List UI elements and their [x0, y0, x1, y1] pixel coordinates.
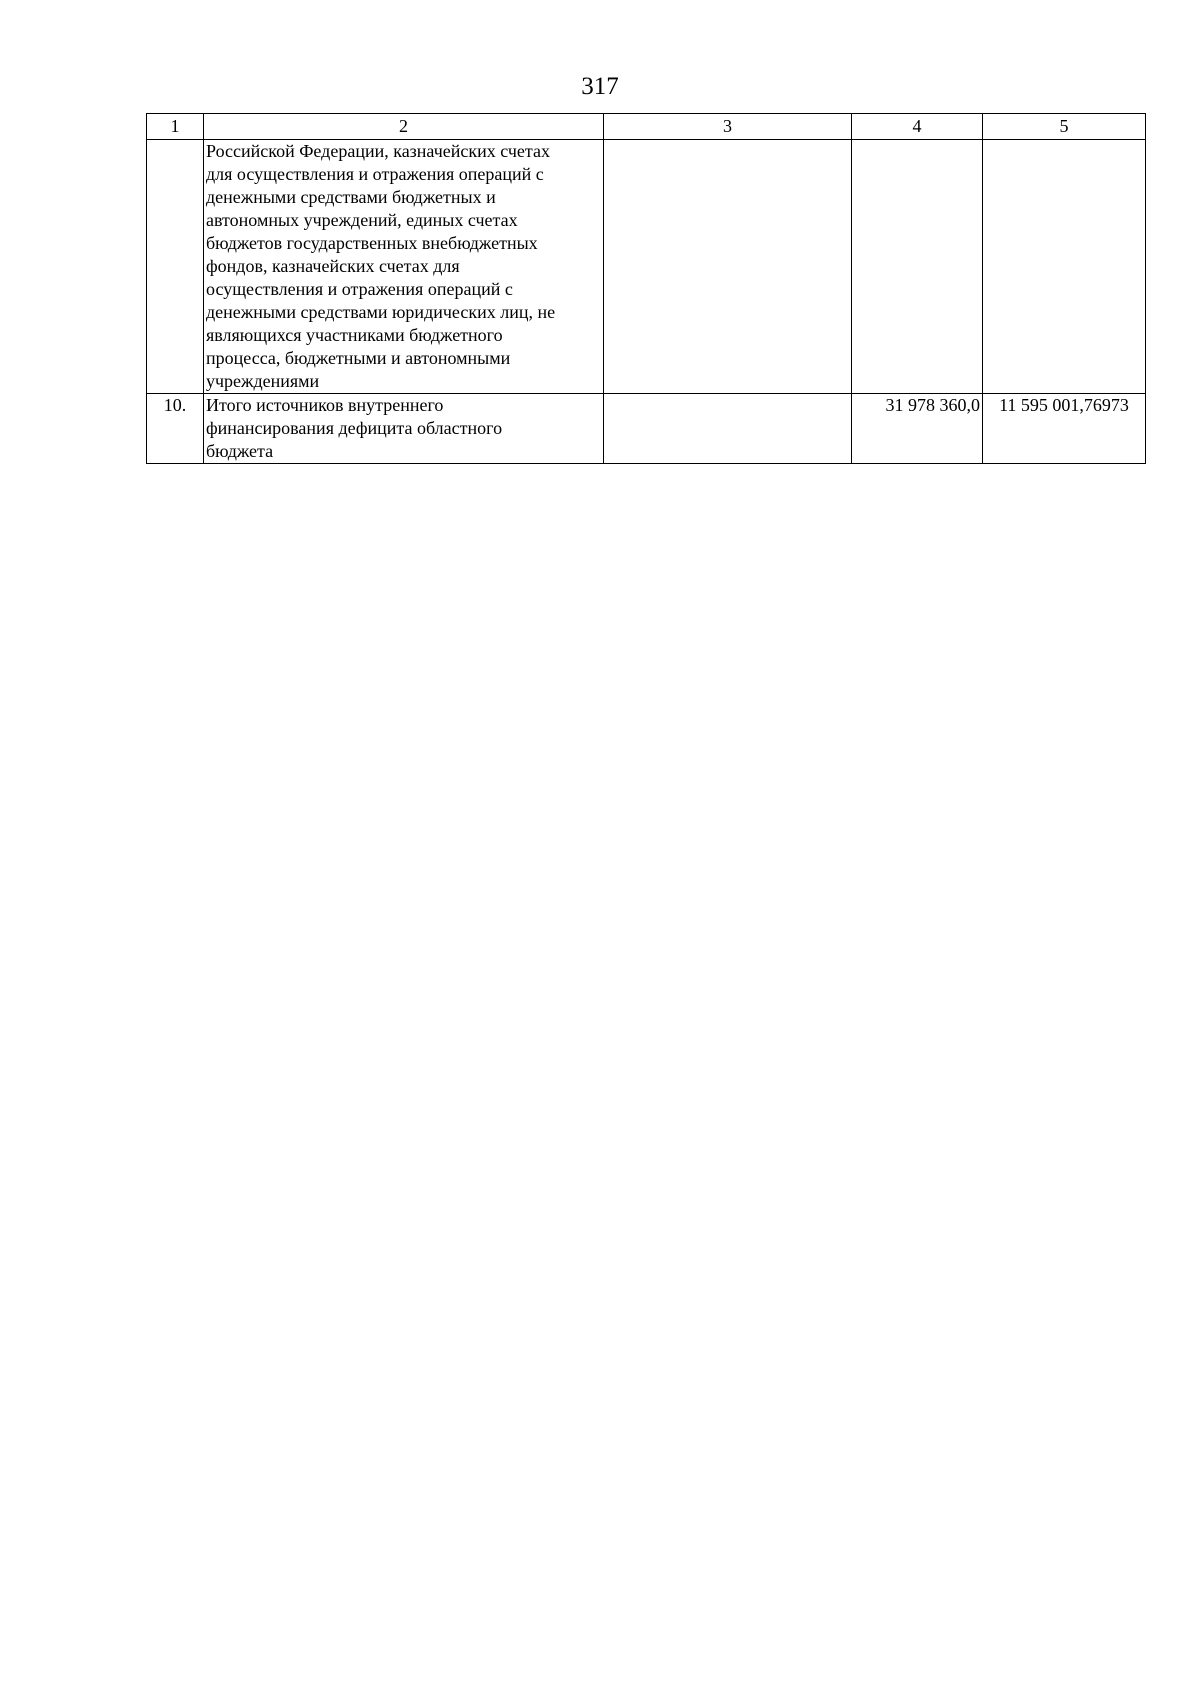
description-line: финансирования дефицита областного — [206, 418, 503, 438]
row-value-5: 11 595 001,76973 — [983, 394, 1146, 464]
row-code — [604, 140, 852, 394]
header-col-3: 3 — [604, 114, 852, 140]
description-line: бюджета — [206, 441, 274, 461]
description-line: осуществления и отражения операций с — [206, 279, 513, 299]
table-row — [147, 140, 1146, 394]
description-line: фондов, казначейских счетах для — [206, 256, 460, 276]
row-code — [604, 394, 852, 464]
description-line: процесса, бюджетными и автономными — [206, 348, 511, 368]
description-line: автономных учреждений, единых счетах — [206, 210, 518, 230]
row-number: 10. — [147, 394, 204, 464]
description-line: денежными средствами бюджетных и — [206, 187, 496, 207]
description-line: учреждениями — [206, 371, 320, 391]
header-col-5: 5 — [983, 114, 1146, 140]
table-header-row — [147, 114, 1146, 140]
row-value-5 — [983, 140, 1146, 394]
header-col-2: 2 — [204, 114, 604, 140]
description-line: денежными средствами юридических лиц, не — [206, 302, 556, 322]
description-line: Российской Федерации, казначейских счетах — [206, 141, 550, 161]
row-number — [147, 140, 204, 394]
row-value-4 — [852, 140, 983, 394]
header-col-4: 4 — [852, 114, 983, 140]
sources-table — [146, 113, 1146, 464]
description-line: Итого источников внутреннего — [206, 395, 444, 415]
description-line: являющихся участниками бюджетного — [206, 325, 503, 345]
table-row — [147, 394, 1146, 464]
page-number: 317 — [581, 73, 619, 100]
row-description — [204, 140, 604, 394]
description-line: для осуществления и отражения операций с — [206, 164, 544, 184]
header-col-1: 1 — [147, 114, 204, 140]
description-line: бюджетов государственных внебюджетных — [206, 233, 538, 253]
row-description — [204, 394, 604, 464]
row-value-4: 31 978 360,0 — [852, 394, 983, 464]
